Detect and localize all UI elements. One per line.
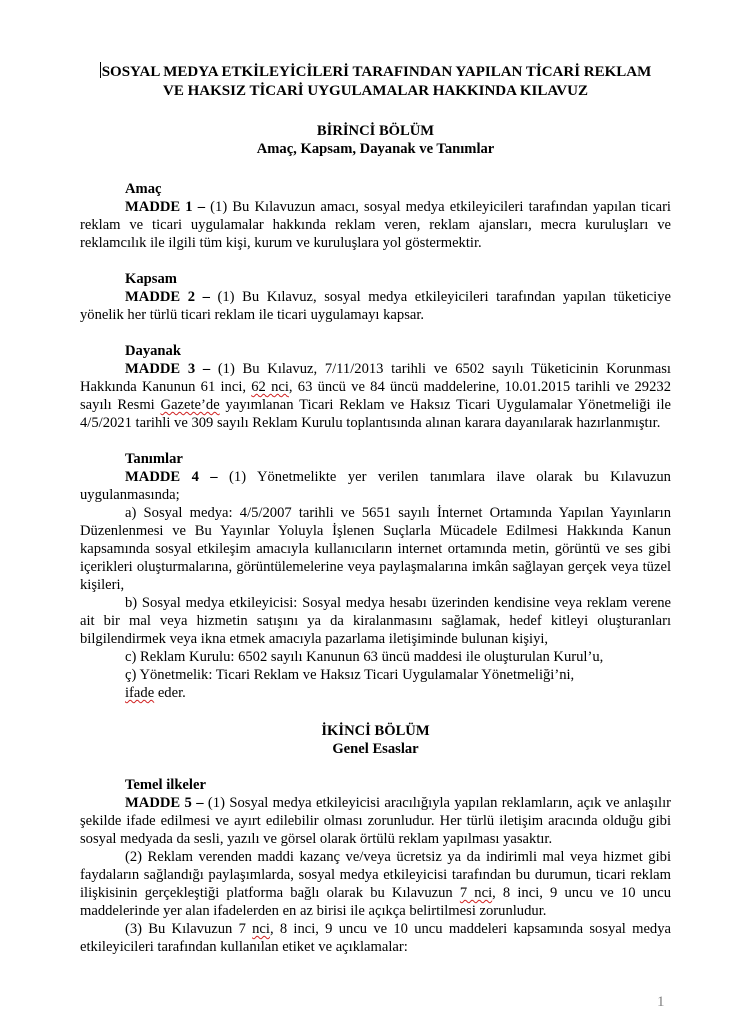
article-3-heading: Dayanak [125,343,181,359]
article-2-text: MADDE 2 – (1) Bu Kılavuz, sosyal medya etkileyicileri tarafından yapılan tüketiciye yönelik her türlü ticari reklam ile ticari uygulamayı kapsar. [80,289,671,323]
definition-cc: ç) Yönetmelik: Ticari Reklam ve Haksız Ticari Uygulamalar Yönetmeliği’ni, [125,667,575,683]
article-1 [80,180,671,252]
article-1-heading: Amaç [125,181,162,197]
article-5 [80,776,671,956]
article-2 [80,270,671,324]
article-5-heading: Temel ilkeler [125,777,206,793]
definition-c: c) Reklam Kurulu: 6502 sayılı Kanunun 63 üncü maddesi ile oluşturulan Kurul’u, [125,649,604,665]
article-5-para-2: (2) Reklam verenden maddi kazanç ve/veya ücretsiz ya da indirimli mal veya hizmet gibi faydaların sağlandığı paylaşımlarda, sosyal medya etkileyicisi tarafından bu durumun, ticari reklam ilişkisinin gerçekleştiği platforma bağlı olarak bu Kılavuzun 7 nci, 8 inci, 9 uncu ve 10 uncu maddelerinde yer alan ifadelerden en az birisi ile açıkça belirtilmesi zorunludur. [80,849,671,919]
article-4-intro: MADDE 4 – (1) Yönetmelikte yer verilen tanımlara ilave olarak bu Kılavuzun uygulanmasında; [80,469,671,503]
spellcheck-mark: nci [252,921,270,937]
spellcheck-mark: Gazete’de [160,397,220,413]
chapter-1-heading: BİRİNCİ BÖLÜM Amaç, Kapsam, Dayanak ve Tanımlar [256,123,495,157]
spellcheck-mark: 62 nci [251,379,289,395]
definition-b: b) Sosyal medya etkileyicisi: Sosyal medya hesabı üzerinden kendisine veya reklam verene ait bir mal veya hizmetin satışını ya da kiralanmasını sağlamak, hedef kitleyi oluşturanları bilgilendirmek veya ikna etmek amacıyla pazarlama iletişiminde bulunan kişiyi, [80,595,671,647]
article-2-heading: Kapsam [125,271,177,287]
document-title: SOSYAL MEDYA ETKİLEYİCİLERİ TARAFINDAN YAPILAN TİCARİ REKLAM VE HAKSIZ TİCARİ UYGULAMALAR HAKKINDA KILAVUZ [101,64,652,99]
definition-a: a) Sosyal medya: 4/5/2007 tarihli ve 5651 sayılı İnternet Ortamında Yapılan Yayınların Düzenlenmesi ve Bu Yayınlar Yoluyla İşlenen Suçlarla Mücadele Edilmesi Hakkında Kanun kapsamında sosyal etkileşim amacıyla kullanıcıların internet ortamında metin, görüntü ve ses gibi içerikleri oluşturmalarına, görüntülemelerine veya paylaşmalarına imkân sağlayan gerçek veya tüzel kişileri, [80,505,671,593]
document-page [80,62,671,956]
article-4-end: ifade eder. [125,685,186,701]
article-3 [80,342,671,432]
spellcheck-mark: 7 nci [459,885,493,901]
article-3-text: MADDE 3 – (1) Bu Kılavuz, 7/11/2013 tarihli ve 6502 sayılı Tüketicinin Korunması Hakkında Kanunun 61 inci, 62 nci, 63 üncü ve 84 üncü maddelerine, 10.01.2015 tarihli ve 29232 sayılı Resmi Gazete’de yayımlanan Ticari Reklam ve Haksız Ticari Uygulamalar Yönetmeliği ile 4/5/2021 tarihli ve 309 sayılı Reklam Kurulu toplantısında alınan karara dayanılarak hazırlanmıştır. [80,361,671,431]
article-4 [80,450,671,702]
text-cursor [100,62,101,78]
chapter-2-heading: İKİNCİ BÖLÜM Genel Esaslar [321,723,430,757]
spellcheck-mark: ifade [125,685,155,701]
article-1-text: MADDE 1 – (1) Bu Kılavuzun amacı, sosyal medya etkileyicileri tarafından yapılan ticari reklam ve ticari uygulamalar hakkında reklam veren, reklam ajansları, mecra kuruluşları ve reklamcılık ile ilgili tüm kişi, kurum ve kuruluşlara yol göstermektir. [80,199,671,251]
article-5-para-3: (3) Bu Kılavuzun 7 nci, 8 inci, 9 uncu ve 10 uncu maddeleri kapsamında sosyal medya etkileyicileri tarafından kullanılan etiket ve açıklamalar: [80,921,671,955]
article-5-para-1: MADDE 5 – (1) Sosyal medya etkileyicisi aracılığıyla yapılan reklamların, açık ve anlaşılır şekilde ifade edilmesi ve ayırt edilebilir olması zorunludur. Her türlü iletişim aracında olduğu gibi sosyal medyada da sesli, yazılı ve görsel olarak örtülü reklam yapılması yasaktır. [80,795,671,847]
page-number: 1 [657,994,665,1010]
article-4-heading: Tanımlar [125,451,183,467]
